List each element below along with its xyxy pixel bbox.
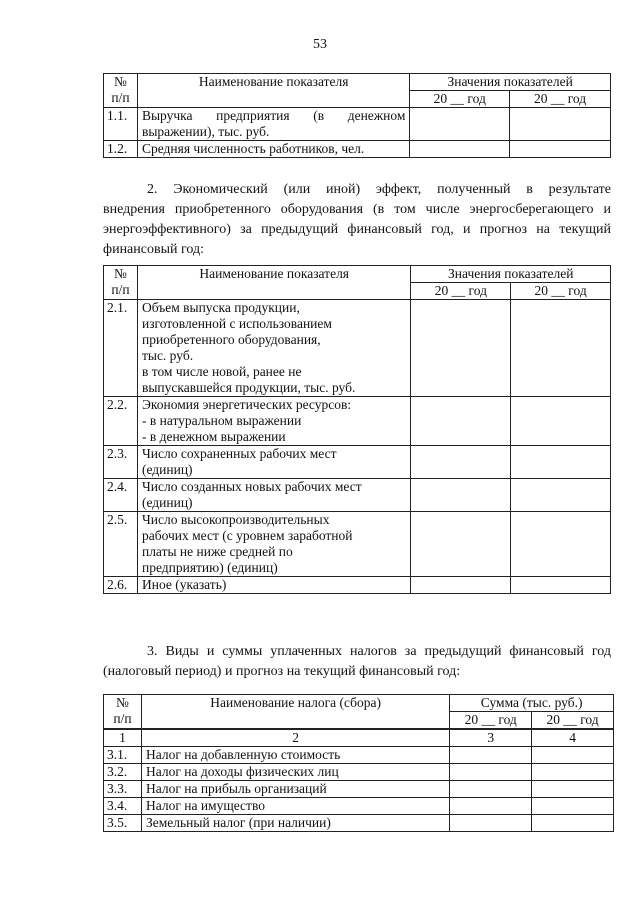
year-header-2: 20 __ год [510, 91, 611, 108]
table-row: 2.3. Число сохраненных рабочих мест (единиц) [104, 446, 611, 479]
value-cell[interactable] [511, 479, 611, 512]
value-cell[interactable] [450, 764, 532, 781]
value-cell[interactable] [411, 577, 511, 594]
col-name-header: Наименование показателя [137, 266, 411, 300]
value-cell[interactable] [532, 764, 614, 781]
value-cell[interactable] [410, 108, 510, 141]
taxes-table [103, 694, 614, 832]
table-row: 3.4. Налог на имущество [104, 798, 614, 815]
value-cell[interactable] [511, 397, 611, 446]
value-cell[interactable] [411, 479, 511, 512]
table-row: 1.1. Выручка предприятия (в денежном выражении), тыс. руб. [104, 108, 611, 141]
table-row: 2.5. Число высокопроизводительных рабочих мест (с уровнем заработной платы не ниже средней по предприятию) (единиц) [104, 512, 611, 577]
value-cell[interactable] [532, 781, 614, 798]
col-num-header: № п/п [104, 266, 138, 300]
value-cell[interactable] [532, 747, 614, 764]
value-cell[interactable] [411, 446, 511, 479]
value-cell[interactable] [450, 815, 532, 832]
tax-name: Налог на имущество [141, 798, 449, 815]
table-row: 3.3. Налог на прибыль организаций [104, 781, 614, 798]
row-name: Средняя численность работников, чел. [137, 141, 409, 158]
value-cell[interactable] [511, 300, 611, 397]
year-header-1: 20 __ год [410, 91, 510, 108]
table-row: 3.5. Земельный налог (при наличии) [104, 815, 614, 832]
value-cell[interactable] [411, 397, 511, 446]
tax-name: Земельный налог (при наличии) [141, 815, 449, 832]
year-header-1: 20 __ год [411, 283, 511, 300]
table-row: 2.4. Число созданных новых рабочих мест (единиц) [104, 479, 611, 512]
value-cell[interactable] [411, 300, 511, 397]
row-name: Выручка предприятия (в денежном выражении), тыс. руб. [137, 108, 409, 141]
value-cell[interactable] [450, 798, 532, 815]
table-row: 1.2. Средняя численность работников, чел. [104, 141, 611, 158]
section-2-text: 2. Экономический (или иной) эффект, полученный в результате внедрения приобретенного оборудования (в том числе энергосберегающего и энергоэффективного) за предыдущий финансовый год, и прогноз на текущий финансовый год: [103, 182, 611, 257]
table-row: 2.1. Объем выпуска продукции, изготовленной с использованием приобретенного оборудования, тыс. руб. в том числе новой, ранее не выпускавшейся продукции, тыс. руб. [104, 300, 611, 397]
page-number: 53 [313, 37, 327, 52]
row-name: Иное (указать) [137, 577, 411, 594]
value-cell[interactable] [410, 141, 510, 158]
value-cell[interactable] [411, 512, 511, 577]
row-name: Экономия энергетических ресурсов: - в натуральном выражении - в денежном выражении [137, 397, 411, 446]
table-row: 3.2. Налог на доходы физических лиц [104, 764, 614, 781]
year-header-2: 20 __ год [532, 712, 614, 730]
col-name-header: Наименование налога (сбора) [141, 695, 449, 730]
value-cell[interactable] [450, 781, 532, 798]
col-sum-header: Сумма (тыс. руб.) [450, 695, 614, 712]
col-values-header: Значения показателей [410, 74, 611, 91]
row-name: Число созданных новых рабочих мест (единиц) [137, 479, 411, 512]
table-row: 3.1. Налог на добавленную стоимость [104, 747, 614, 764]
col-values-header: Значения показателей [411, 266, 611, 283]
col-num-header: № п/п [104, 74, 138, 108]
row-name: Число высокопроизводительных рабочих мест (с уровнем заработной платы не ниже средней по предприятию) (единиц) [137, 512, 411, 577]
value-cell[interactable] [532, 815, 614, 832]
value-cell[interactable] [450, 747, 532, 764]
value-cell[interactable] [510, 108, 611, 141]
value-cell[interactable] [511, 446, 611, 479]
value-cell[interactable] [532, 798, 614, 815]
indicators-table-1 [103, 73, 611, 158]
indicators-table-2 [103, 265, 611, 594]
row-name: Объем выпуска продукции, изготовленной с использованием приобретенного оборудования, тыс. руб. в том числе новой, ранее не выпускавшейся продукции, тыс. руб. [137, 300, 411, 397]
col-num-header: № п/п [104, 695, 142, 730]
value-cell[interactable] [511, 577, 611, 594]
table-row: 2.6. Иное (указать) [104, 577, 611, 594]
value-cell[interactable] [511, 512, 611, 577]
tax-name: Налог на добавленную стоимость [141, 747, 449, 764]
value-cell[interactable] [510, 141, 611, 158]
col-name-header: Наименование показателя [137, 74, 409, 108]
year-header-2: 20 __ год [511, 283, 611, 300]
tax-name: Налог на прибыль организаций [141, 781, 449, 798]
table-row: 2.2. Экономия энергетических ресурсов: - в натуральном выражении - в денежном выражении [104, 397, 611, 446]
section-3-text: 3. Виды и суммы уплаченных налогов за предыдущий финансовый год (налоговый период) и прогноз на текущий финансовый год: [103, 644, 611, 679]
row-name: Число сохраненных рабочих мест (единиц) [137, 446, 411, 479]
year-header-1: 20 __ год [450, 712, 532, 730]
index-row: 1 2 3 4 [104, 729, 614, 747]
tax-name: Налог на доходы физических лиц [141, 764, 449, 781]
